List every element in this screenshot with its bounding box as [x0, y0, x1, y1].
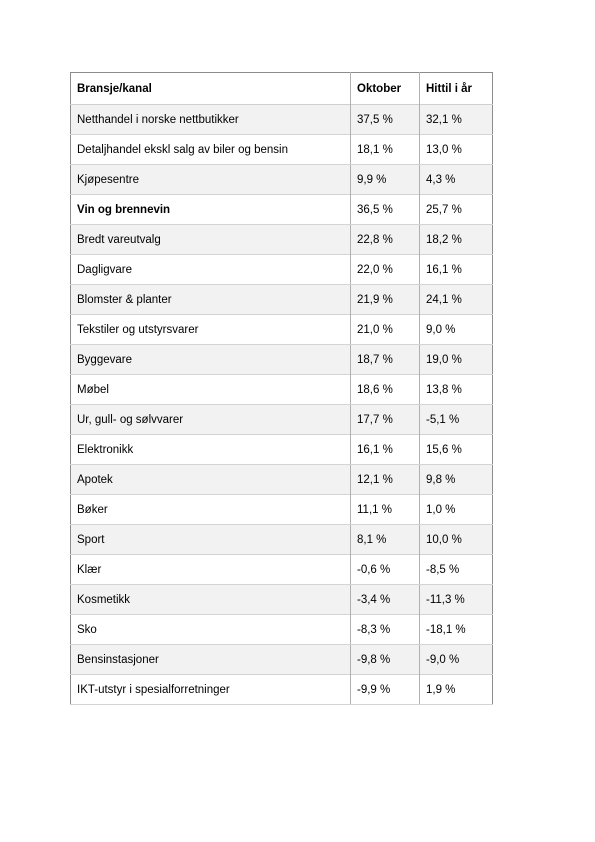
row-category: Klær: [71, 555, 351, 585]
row-oktober-value: 22,8 %: [351, 225, 420, 255]
row-category: Kosmetikk: [71, 585, 351, 615]
row-oktober-value: -3,4 %: [351, 585, 420, 615]
table-row: [71, 435, 493, 465]
row-hittil-value: 19,0 %: [420, 345, 493, 375]
row-oktober-value: 8,1 %: [351, 525, 420, 555]
table-row: [71, 315, 493, 345]
row-category: IKT-utstyr i spesialforretninger: [71, 675, 351, 705]
table-row: [71, 105, 493, 135]
table-row: [71, 375, 493, 405]
table-row: [71, 285, 493, 315]
table-row: [71, 495, 493, 525]
header-category: Bransje/kanal: [77, 82, 152, 95]
row-hittil-value: -8,5 %: [420, 555, 493, 585]
row-oktober-value: -9,9 %: [351, 675, 420, 705]
row-hittil-value: 16,1 %: [420, 255, 493, 285]
row-oktober-value: -0,6 %: [351, 555, 420, 585]
table-row: [71, 255, 493, 285]
growth-table: [70, 72, 493, 705]
row-category: Ur, gull- og sølvvarer: [71, 405, 351, 435]
row-hittil-value: -11,3 %: [420, 585, 493, 615]
table-row: [71, 555, 493, 585]
row-hittil-value: -9,0 %: [420, 645, 493, 675]
row-oktober-value: -9,8 %: [351, 645, 420, 675]
row-oktober-value: 12,1 %: [351, 465, 420, 495]
row-category: Sport: [71, 525, 351, 555]
row-hittil-value: 1,0 %: [420, 495, 493, 525]
header-oktober: Oktober: [351, 73, 420, 105]
row-hittil-value: 9,0 %: [420, 315, 493, 345]
row-hittil-value: 32,1 %: [420, 105, 493, 135]
table-row: [71, 225, 493, 255]
table-row: [71, 465, 493, 495]
row-hittil-value: 24,1 %: [420, 285, 493, 315]
table-header-row: [71, 73, 493, 105]
row-hittil-value: 13,8 %: [420, 375, 493, 405]
row-category: Bredt vareutvalg: [71, 225, 351, 255]
row-oktober-value: 21,9 %: [351, 285, 420, 315]
row-category: Tekstiler og utstyrsvarer: [71, 315, 351, 345]
table-row: [71, 195, 493, 225]
row-oktober-value: 22,0 %: [351, 255, 420, 285]
table-row: [71, 405, 493, 435]
row-hittil-value: 15,6 %: [420, 435, 493, 465]
row-oktober-value: 36,5 %: [351, 195, 420, 225]
row-category: Elektronikk: [71, 435, 351, 465]
row-oktober-value: 18,1 %: [351, 135, 420, 165]
row-hittil-value: 9,8 %: [420, 465, 493, 495]
row-category: Blomster & planter: [71, 285, 351, 315]
row-oktober-value: 21,0 %: [351, 315, 420, 345]
row-oktober-value: -8,3 %: [351, 615, 420, 645]
row-category: Sko: [71, 615, 351, 645]
table-row: [71, 345, 493, 375]
row-category: Dagligvare: [71, 255, 351, 285]
row-category: Detaljhandel ekskl salg av biler og bensin: [71, 135, 351, 165]
row-hittil-value: 13,0 %: [420, 135, 493, 165]
row-hittil-value: 4,3 %: [420, 165, 493, 195]
row-hittil-value: -18,1 %: [420, 615, 493, 645]
table-row: [71, 645, 493, 675]
row-hittil-value: 10,0 %: [420, 525, 493, 555]
table-row: [71, 135, 493, 165]
row-oktober-value: 9,9 %: [351, 165, 420, 195]
row-category: Møbel: [71, 375, 351, 405]
row-category: Apotek: [71, 465, 351, 495]
row-oktober-value: 18,6 %: [351, 375, 420, 405]
row-oktober-value: 17,7 %: [351, 405, 420, 435]
row-oktober-value: 16,1 %: [351, 435, 420, 465]
row-category: Bensinstasjoner: [71, 645, 351, 675]
row-oktober-value: 11,1 %: [351, 495, 420, 525]
row-category: Bøker: [71, 495, 351, 525]
row-category: Netthandel i norske nettbutikker: [71, 105, 351, 135]
table-row: [71, 675, 493, 705]
row-category: Vin og brennevin: [71, 195, 351, 225]
table-row: [71, 165, 493, 195]
row-hittil-value: 25,7 %: [420, 195, 493, 225]
table-row: [71, 525, 493, 555]
header-hittil-i-ar: Hittil i år: [420, 73, 493, 105]
row-category: Byggevare: [71, 345, 351, 375]
row-hittil-value: -5,1 %: [420, 405, 493, 435]
table-row: [71, 585, 493, 615]
row-hittil-value: 18,2 %: [420, 225, 493, 255]
row-oktober-value: 37,5 %: [351, 105, 420, 135]
row-oktober-value: 18,7 %: [351, 345, 420, 375]
table-row: [71, 615, 493, 645]
table-body: [71, 105, 493, 705]
row-hittil-value: 1,9 %: [420, 675, 493, 705]
row-category: Kjøpesentre: [71, 165, 351, 195]
